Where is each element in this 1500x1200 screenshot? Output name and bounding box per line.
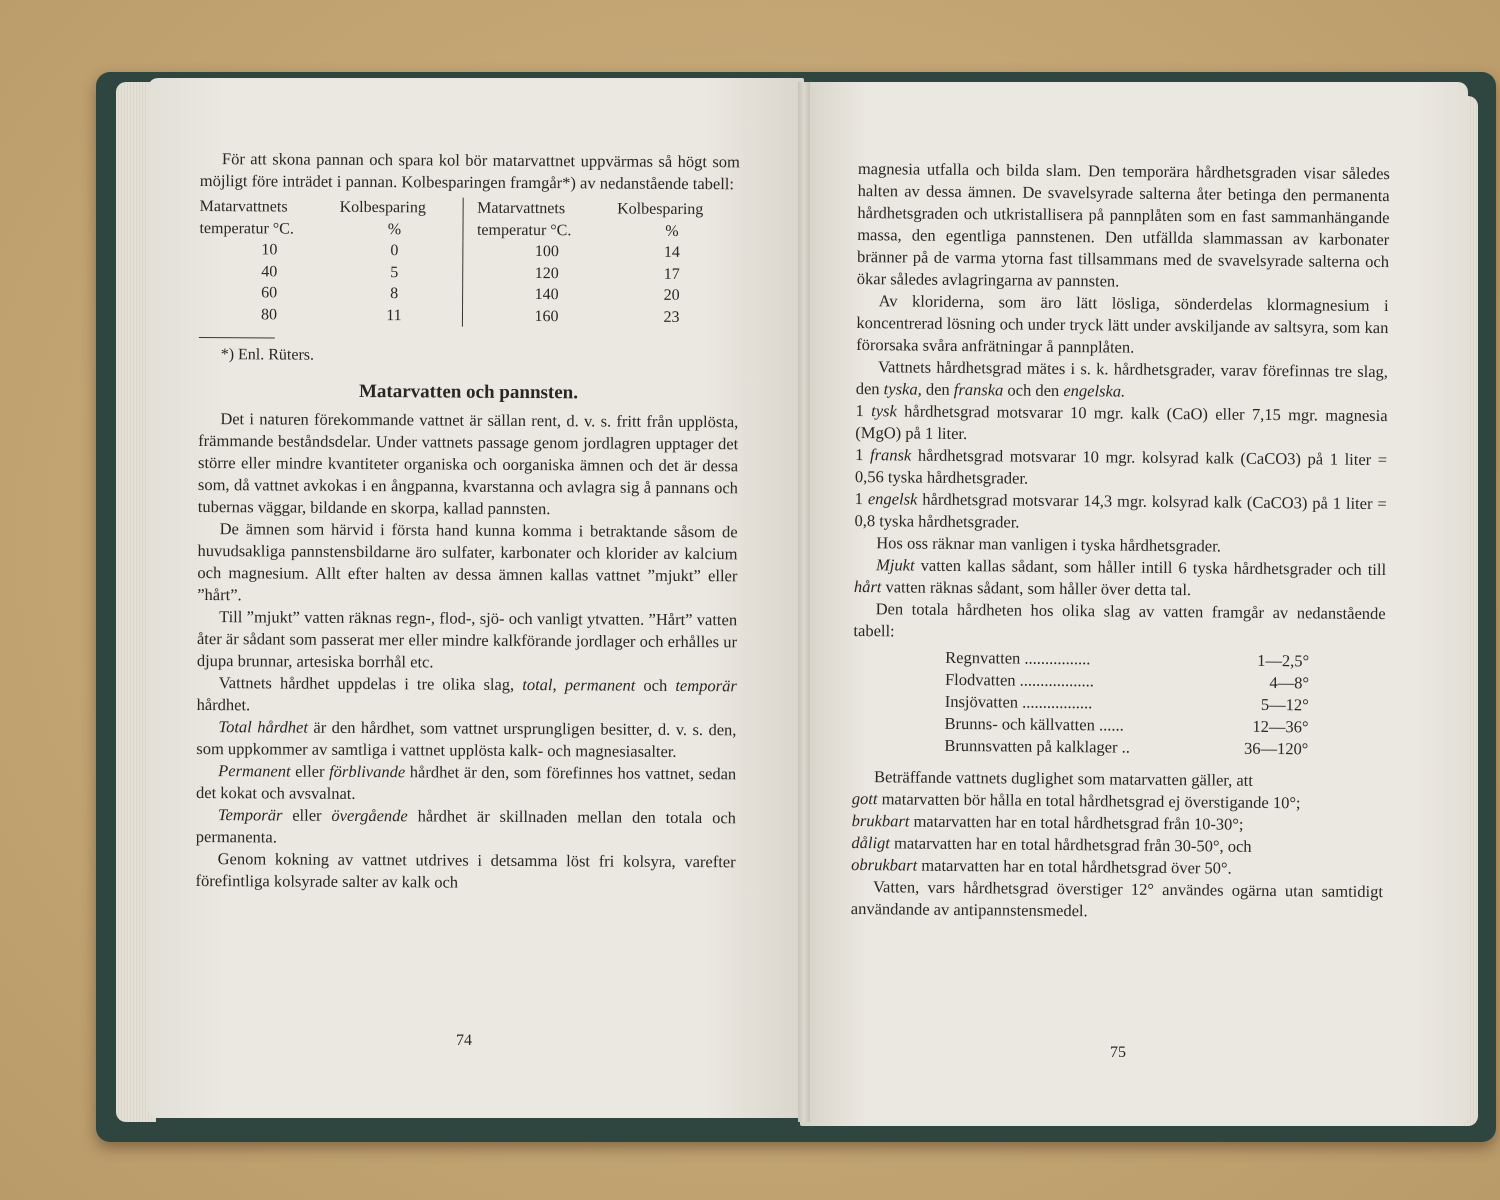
coal-savings-table <box>199 196 740 328</box>
paragraph <box>854 554 1386 603</box>
paragraph: magnesia utfalla och bilda slam. Den temporära hårdhetsgraden visar således halten av dessa ämnen. De svavelsyrade salterna åter betinga den permanenta hårdhetsgraden och utkristallisera på pannplåten som en fast sammanhängande massa, den egentliga pannstenen. Den utfällda slammassan av karbonater bränner på de varma ytorna fast tillsammans med de svavelsyrade salterna och ökar således avlagringarna av pannsten. <box>856 158 1390 291</box>
table-cell: 5—12° <box>1260 694 1309 715</box>
hardness-table <box>944 647 1385 761</box>
table-cell: 60 <box>261 284 278 302</box>
paragraph: Genom kokning av vattnet utdrives i detsamma löst fri kolsyra, varefter förefintliga kolsyrade salter av kalk och <box>195 849 736 892</box>
paragraph: Beträffande vattnets duglighet som matarvatten gäller, att <box>873 767 1254 790</box>
paragraph: Av kloriderna, som äro lätt lösliga, sönderdelas klormagnesium i koncentrerad lösning och under tryck lätt under avskiljande av saltsyra, som kan förorsaka svåra anfrätningar å pannplåten. <box>856 291 1389 357</box>
text-run: är den hårdhet, som vattnet ursprungligen besitter, d. v. s. den, som uppkommer av samtliga i vattnet upplösta kalk- och magnesiasalter. <box>196 717 737 761</box>
paragraph: Det i naturen förekommande vattnet är sällan rent, d. v. s. fritt från upplösta, främmande beståndsdelar. Under vattnets passage genom jordlagren upptager det större eller mindre kvantiteter organiska och oorganiska ämnen och det är dessa som, då vattnet avkokas i en ångpanna, kvarstanna och avlagra sig å pannans och tubernas väggar, bildande en skorpa, kallad pannsten. <box>197 409 739 519</box>
text-run: matarvatten har en total hårdhetsgrad från 30-50°, och <box>893 833 1252 856</box>
emphasis: förblivande <box>329 761 406 782</box>
table-cell: 1—2,5° <box>1257 650 1310 671</box>
text-run: 1 <box>855 444 864 465</box>
text-run: hårdhetsgrad motsvarar 10 mgr. kalk (CaO) eller 7,15 mgr. magnesia (MgO) på 1 liter. <box>855 401 1388 444</box>
page-number-right: 75 <box>1110 1044 1126 1061</box>
table-cell: 4—8° <box>1269 672 1310 693</box>
temp-header-1b: Matarvattnets <box>477 199 566 218</box>
emphasis: engelska. <box>1063 380 1126 401</box>
emphasis: Mjukt <box>876 555 915 575</box>
left-page-text <box>195 148 740 895</box>
emphasis: fransk <box>869 445 912 465</box>
emphasis: Total hårdhet <box>218 717 309 737</box>
save-header-2b: % <box>665 222 679 240</box>
emphasis: total, <box>522 674 557 695</box>
emphasis: Permanent <box>218 761 291 781</box>
text-run: matarvatten bör hålla en total hårdhetsgrad ej överstigande 10°; <box>881 789 1301 813</box>
text-run: hårdhet. <box>196 694 251 715</box>
emphasis: tysk <box>871 401 897 421</box>
table-cell: 40 <box>261 262 278 280</box>
text-run: hårdhetsgrad motsvarar 10 mgr. kolsyrad kalk (CaCO3) på 1 liter = 0,56 tyska hårdhetsgrader. <box>854 445 1388 488</box>
table-cell: 0 <box>390 242 399 260</box>
table-row <box>944 735 1384 761</box>
table-cell: Flodvatten .................. <box>944 669 1095 691</box>
emphasis: permanent <box>564 675 636 695</box>
table-cell: Brunnsvatten på kalklager .. <box>944 735 1131 757</box>
save-header-1: Kolbesparing <box>339 198 426 217</box>
text-run: Vattnets hårdhet uppdelas i tre olika slag, <box>218 673 515 694</box>
table-cell: 12—36° <box>1252 716 1309 737</box>
table-row <box>199 303 739 328</box>
text-run: den <box>925 379 950 399</box>
list-item <box>855 400 1387 449</box>
temp-header-2: temperatur °C. <box>199 219 294 238</box>
text-run: 1 <box>854 488 864 509</box>
table-cell: 14 <box>663 243 680 261</box>
emphasis: gott <box>851 788 878 809</box>
paragraph <box>196 716 736 763</box>
text-run: matarvatten har en total hårdhetsgrad från 10-30°; <box>913 811 1244 834</box>
table-cell: 11 <box>386 306 402 324</box>
text-run: eller <box>295 761 325 781</box>
text-run: hårdhet är den, som förefinnes hos vattnet, sedan det kokat och avsvalnat. <box>196 762 737 803</box>
text-run: Vattnets hårdhetsgrad mätes i s. k. hårdhetsgrader, varav förefinnas tre slag, den <box>855 357 1389 399</box>
table-cell: 100 <box>534 243 559 261</box>
paragraph: De ämnen som härvid i första hand kunna komma i betraktande såsom de huvudsakliga pannstensbildarne äro sulfater, karbonater och klorider av kalcium och magnesium. Allt efter halten av dessa ämnen kallas vattnet ”mjukt” eller ”hårt”. <box>197 519 738 605</box>
emphasis: dåligt <box>851 832 891 853</box>
emphasis: hårt <box>853 576 882 597</box>
emphasis: tyska, <box>883 379 922 399</box>
table-cell: 120 <box>534 264 559 282</box>
paragraph: Den totala hårdheten hos olika slag av vatten framgår av nedanstående tabell: <box>853 599 1386 641</box>
paragraph <box>196 804 736 851</box>
list-item <box>855 444 1387 493</box>
save-header-1b: Kolbesparing <box>617 200 704 219</box>
emphasis: obrukbart <box>851 854 918 875</box>
text-run: hårdhet är skillnaden mellan den totala och permanenta. <box>195 806 737 847</box>
paragraph: Hos oss räknar man vanligen i tyska hårdhetsgrader. <box>876 533 1221 556</box>
text-run: 1 <box>855 400 864 421</box>
table-cell: 17 <box>663 265 680 283</box>
paragraph <box>856 356 1388 405</box>
temp-header-1: Matarvattnets <box>199 197 288 216</box>
intro-paragraph: För att skona pannan och spara kol bör matarvattnet uppvärmas så högt som möjligt före inträdet i pannan. Kolbesparingen framgår*) av nedanstående tabell: <box>199 149 740 194</box>
emphasis: brukbart <box>851 810 910 831</box>
text-run: vatten räknas sådant, som håller över detta tal. <box>885 577 1192 600</box>
text-run: och <box>643 675 668 695</box>
table-cell: 10 <box>261 241 278 259</box>
emphasis: engelsk <box>867 489 918 509</box>
emphasis: Temporär <box>217 805 283 825</box>
section-heading: Matarvatten och pannsten. <box>358 380 579 404</box>
text-run: hårdhetsgrad motsvarar 14,3 mgr. kolsyrad kalk (CaCO3) på 1 liter = 0,8 tyska hårdhetsgrader. <box>854 489 1387 532</box>
table-cell: 20 <box>663 286 680 304</box>
table-cell: 140 <box>534 286 559 304</box>
table-cell: 8 <box>390 285 399 303</box>
footnote: *) Enl. Rüters. <box>220 346 315 364</box>
text-run: vatten kallas sådant, som håller intill 6 tyska hårdhetsgrader och till <box>920 555 1387 580</box>
table-cell: 80 <box>260 305 278 323</box>
page-number-left: 74 <box>456 1032 472 1049</box>
paragraph <box>196 760 736 807</box>
text-run: och den <box>1007 380 1060 400</box>
temp-header-2b: temperatur °C. <box>476 221 572 239</box>
emphasis: övergående <box>331 805 408 826</box>
paragraph: Till ”mjukt” vatten räknas regn-, flod-, sjö- och vanligt ytvatten. ”Hårt” vatten åter är sådant som passerat mer eller mindre kalkförande jordlager och erhålles ur djupa brunnar, artesiska borrhål etc. <box>196 607 738 672</box>
emphasis: temporär <box>675 675 737 696</box>
paragraph <box>197 672 737 719</box>
paragraph: Vatten, vars hårdhetsgrad överstiger 12° användes ogärna utan samtidigt användande av antipannstensmedel. <box>850 877 1384 921</box>
table-cell: 160 <box>534 307 559 325</box>
table-cell: 5 <box>390 263 399 281</box>
right-page-text <box>851 158 1390 925</box>
table-cell: 23 <box>663 308 680 326</box>
footnote-rule <box>199 337 275 338</box>
save-header-2: % <box>387 220 402 238</box>
list-item <box>854 488 1386 537</box>
table-cell: 36—120° <box>1243 738 1309 759</box>
table-cell: Brunns- och källvatten ...... <box>944 713 1124 735</box>
table-cell: Insjövatten ................. <box>944 691 1093 713</box>
text-run: eller <box>292 805 322 825</box>
text-run: matarvatten har en total hårdhetsgrad över 50°. <box>921 855 1232 878</box>
table-cell: Regnvatten ................ <box>945 647 1091 669</box>
book-gutter <box>798 82 810 1122</box>
emphasis: franska <box>953 379 1004 400</box>
